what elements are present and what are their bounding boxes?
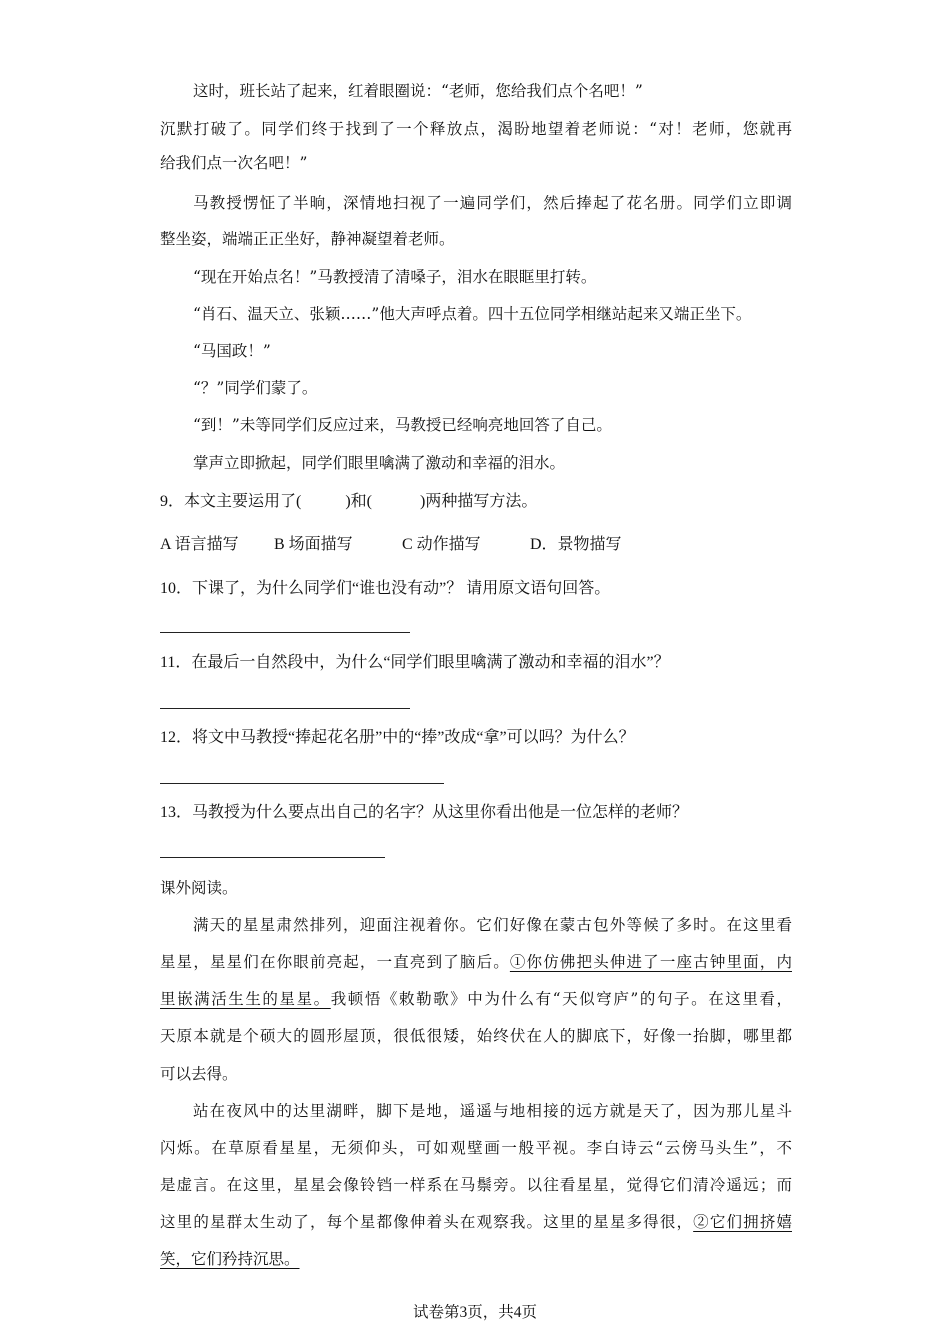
option-b[interactable]: B 场面描写: [274, 536, 353, 553]
story-line: 整坐姿，端端正正坐好，静神凝望着老师。: [160, 230, 455, 248]
reading-line: [160, 1249, 792, 1269]
option-d[interactable]: D．景物描写: [530, 536, 622, 553]
underlined-sentence-1-cont: 里嵌满活生生的星星。: [160, 990, 331, 1008]
story-line: 给我们点一次名吧！”: [160, 154, 308, 172]
question-12: 12．将文中马教授“捧起花名册”中的“捧”改成“拿”可以吗？为什么？: [160, 729, 635, 746]
reading-text: 我顿悟《敕勒歌》中为什么有“天似穹庐”的句子。在这里看，: [330, 990, 792, 1008]
question-9: [160, 492, 792, 512]
reading-line: 闪烁。在草原看星星，无须仰头，可如观壁画一般平视。李白诗云“云傍马头生”，不: [160, 1139, 792, 1157]
page-footer: 试卷第3页，共4页: [412, 1304, 537, 1321]
reading-text: 这里的星群太生动了，每个星都像伸着头在观察我。这里的星星多得很，: [160, 1213, 694, 1231]
option-a[interactable]: A 语言描写: [160, 536, 239, 553]
story-line: 掌声立即掀起，同学们眼里噙满了激动和幸福的泪水。: [193, 454, 566, 472]
answer-line-13[interactable]: [160, 857, 385, 858]
underlined-sentence-2: ②它们拥挤嬉: [693, 1213, 792, 1231]
underlined-sentence-1: ①你仿佛把头伸进了一座古钟里面，内: [509, 953, 792, 971]
question-13: 13．马教授为什么要点出自己的名字？从这里你看出他是一位怎样的老师？: [160, 804, 689, 821]
option-c[interactable]: C 动作描写: [402, 536, 481, 553]
answer-line-12[interactable]: [160, 783, 444, 784]
answer-line-11[interactable]: [160, 708, 410, 709]
question-10: 10．下课了，为什么同学们“谁也没有动”？ 请用原文语句回答。: [160, 580, 611, 597]
reading-line: 可以去得。: [160, 1065, 238, 1083]
question-9-mid: )和(: [345, 493, 373, 510]
reading-line: 天原本就是个硕大的圆形屋顶，很低很矮，始终伏在人的脚底下，好像一抬脚，哪里都: [160, 1027, 792, 1045]
reading-line: [160, 1212, 792, 1232]
reading-line: 是虚言。在这里，星星会像铃铛一样系在马鬃旁。以往看星星，觉得它们清冷遥远；而: [160, 1176, 792, 1194]
reading-line: 站在夜风中的达里湖畔，脚下是地，遥遥与地相接的远方就是天了，因为那儿星斗: [193, 1102, 792, 1120]
question-9-options: [160, 535, 792, 555]
story-line: “？”同学们蒙了。: [193, 379, 318, 397]
story-line: 沉默打破了。同学们终于找到了一个释放点，渴盼地望着老师说：“对！老师，您就再: [160, 120, 792, 138]
reading-line: [160, 952, 792, 972]
reading-line: [160, 989, 792, 1009]
question-9-prefix: 9．本文主要运用了(: [160, 493, 302, 510]
reading-text: 星星，星星们在你眼前亮起，一直亮到了脑后。: [160, 953, 510, 971]
story-line: “马国政！”: [193, 342, 271, 360]
question-11: 11．在最后一自然段中，为什么“同学们眼里噙满了激动和幸福的泪水”？: [160, 654, 670, 671]
answer-line-10[interactable]: [160, 632, 410, 633]
section-heading: 课外阅读。: [160, 879, 238, 897]
underlined-sentence-2-cont: 笑，它们矜持沉思。: [160, 1250, 300, 1268]
story-line: 这时，班长站了起来，红着眼圈说：“老师，您给我们点个名吧！”: [193, 82, 643, 100]
story-line: 马教授愣怔了半晌，深情地扫视了一遍同学们，然后捧起了花名册。同学们立即调: [193, 194, 792, 212]
story-line: “现在开始点名！”马教授清了清嗓子，泪水在眼眶里打转。: [193, 268, 597, 286]
reading-line: 满天的星星肃然排列，迎面注视着你。它们好像在蒙古包外等候了多时。在这里看: [193, 916, 792, 934]
story-line: “到！”未等同学们反应过来，马教授已经响亮地回答了自己。: [193, 416, 612, 434]
story-line: “肖石、温天立、张颖……”他大声呼点着。四十五位同学相继站起来又端正坐下。: [193, 305, 752, 323]
question-9-suffix: )两种描写方法。: [420, 493, 538, 510]
